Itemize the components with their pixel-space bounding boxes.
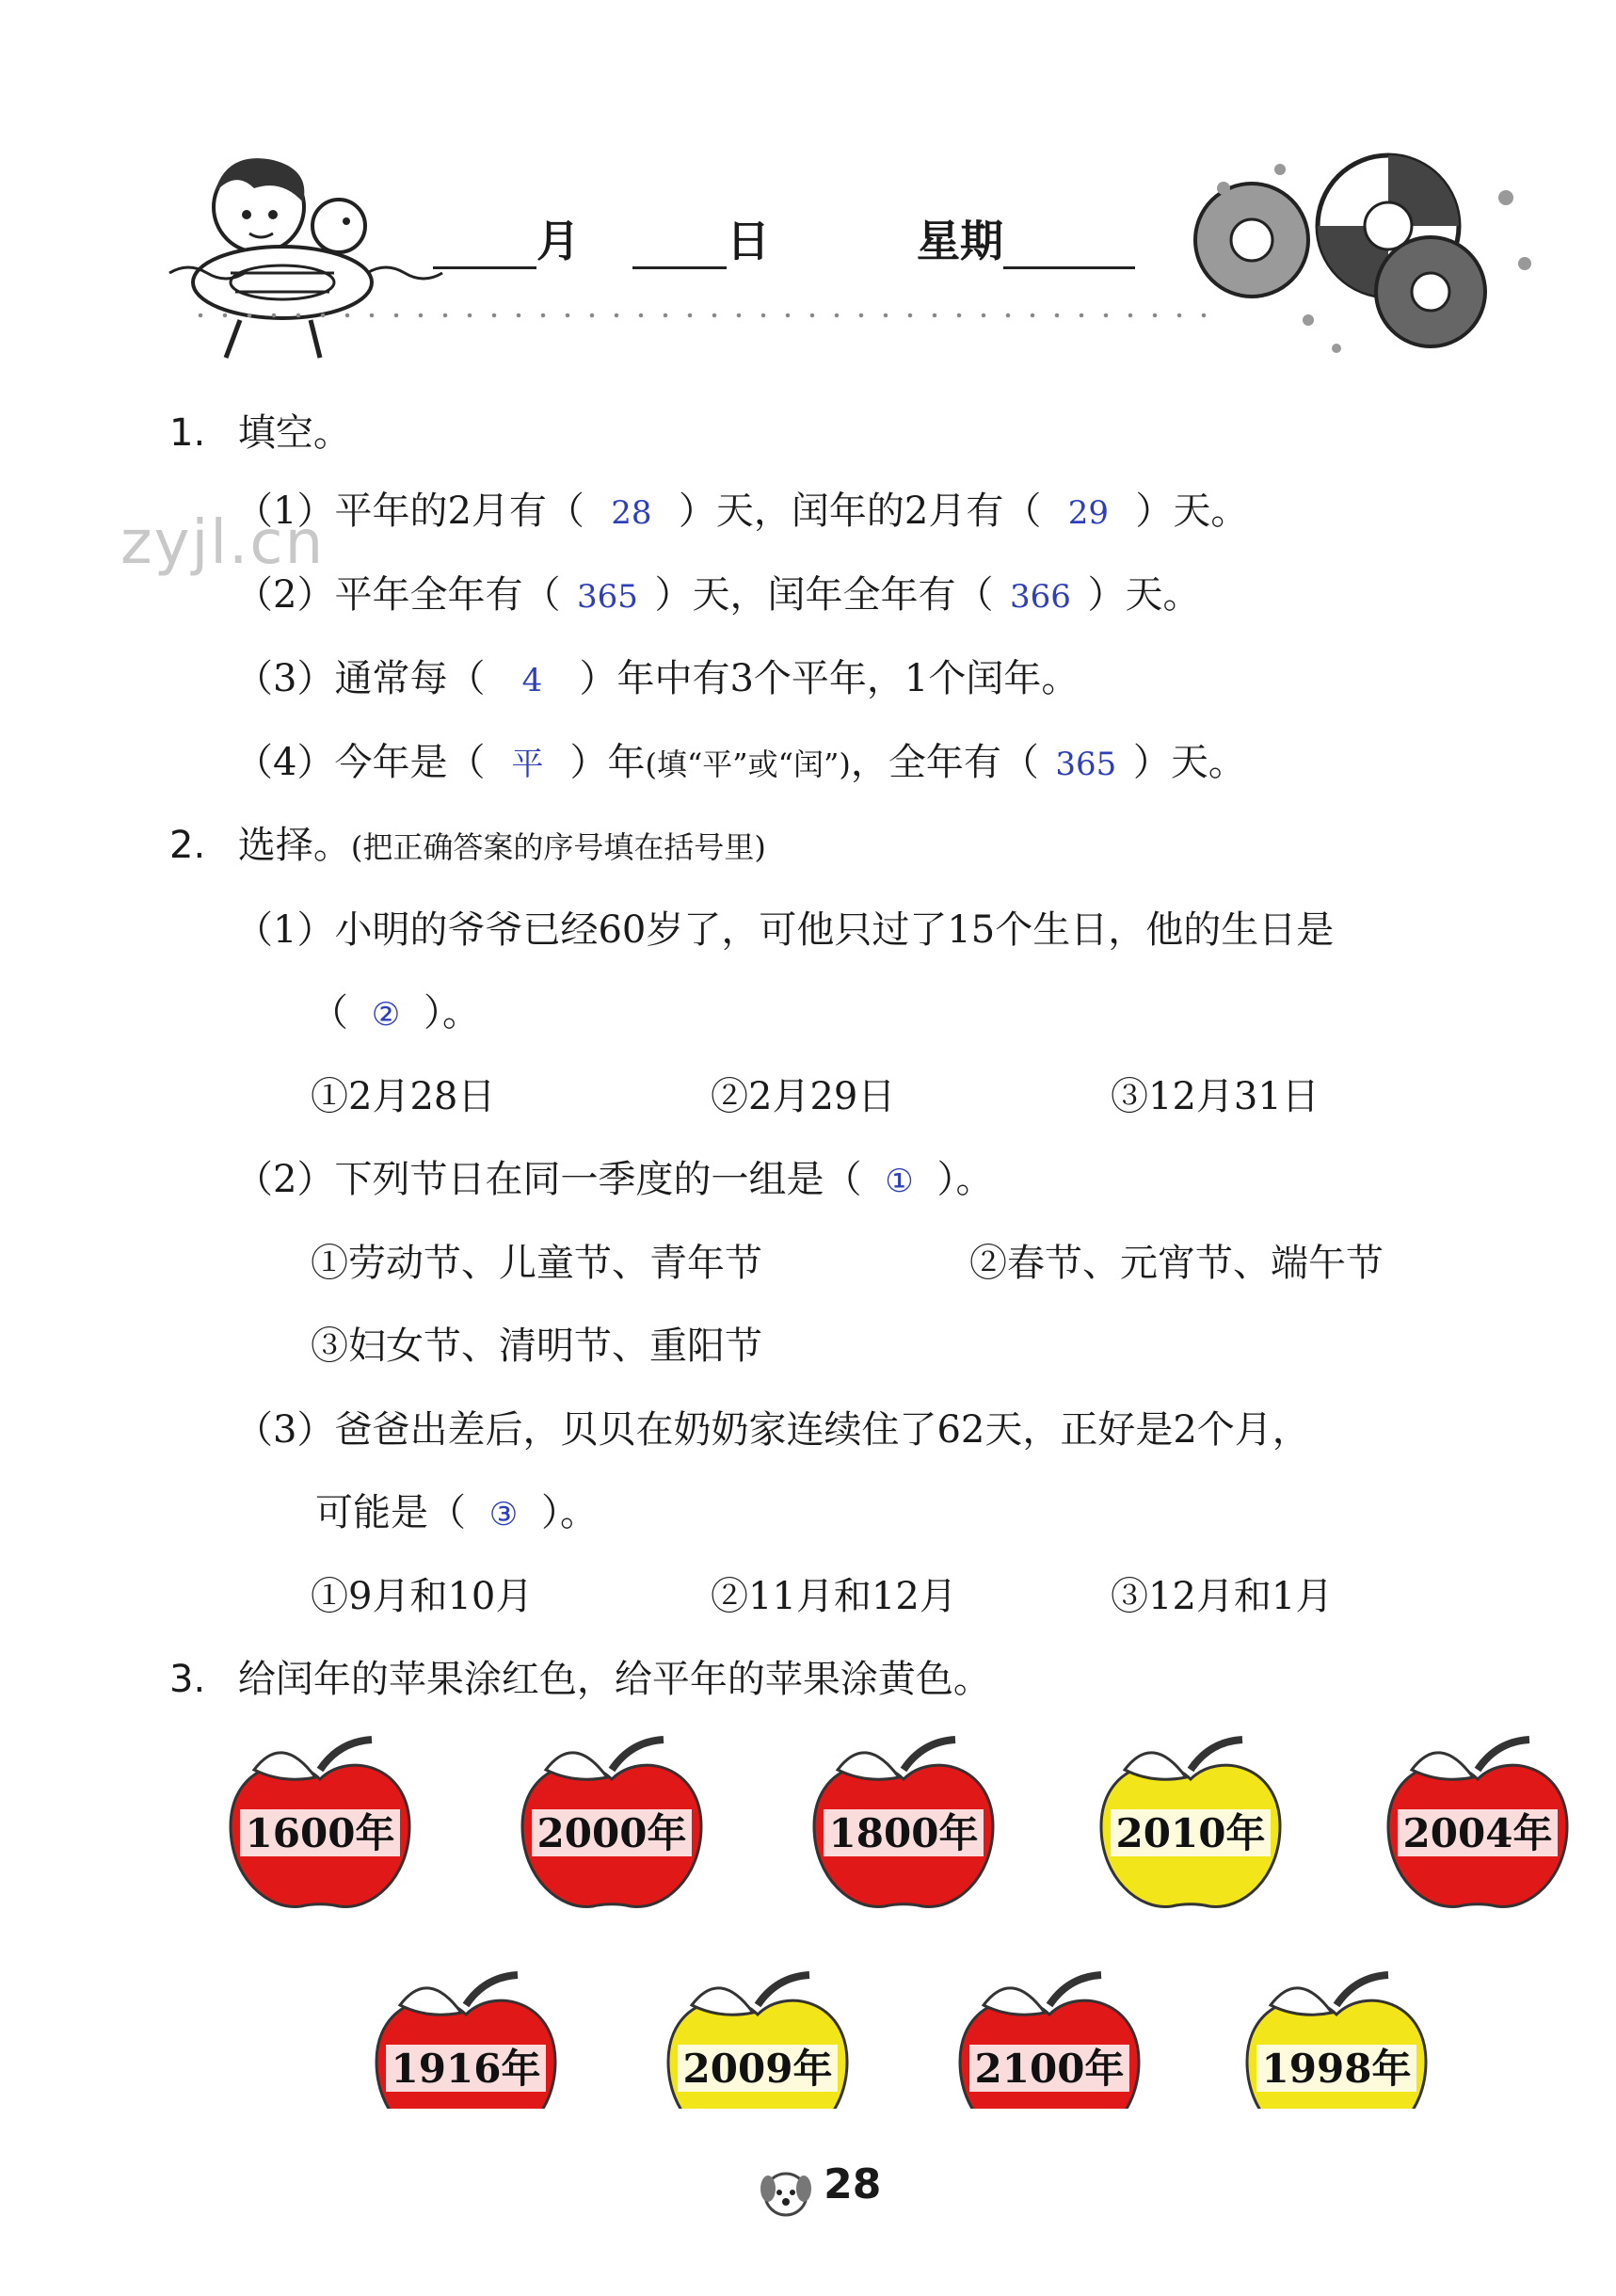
q1-item-4-text-mid: ）年 — [569, 741, 646, 784]
q2-item-3-answer-line — [315, 1486, 598, 1541]
q2-item-2-answer: ① — [885, 1163, 914, 1200]
q2-item-1-option-2: ②2月29日 — [711, 1075, 896, 1118]
header-dotted-line — [188, 311, 1224, 320]
q1-item-1 — [235, 485, 1248, 539]
q1-item-3-text: （3）通常每（ — [235, 657, 486, 700]
q2-item-3-option-3: ③12月和1月 — [1111, 1575, 1334, 1618]
q1-item-1-text-end: ）天。 — [1135, 490, 1249, 533]
q2-title: 选择。 — [237, 824, 351, 867]
q1-number: 1. — [169, 411, 206, 455]
q1-item-4-text-mid2: ，全年有（ — [850, 741, 1039, 784]
apple-8 — [960, 1975, 1139, 2109]
q1-item-3-text-end: ）年中有3个平年，1个闰年。 — [579, 657, 1080, 700]
q1-item-1-text-mid: ）天，闰年的2月有（ — [678, 490, 1042, 533]
date-line — [433, 207, 1135, 269]
apples-area — [0, 1732, 1616, 2109]
apple-year-label: 2000年 — [536, 1810, 687, 1856]
day-label: 日 — [727, 216, 771, 266]
q2-item-1: （1）小明的爷爷已经60岁了，可他只过了15个生日，他的生日是 — [235, 908, 1335, 952]
q2-item-1-paren-open: （ — [311, 991, 348, 1035]
q1-item-3-answer: 4 — [521, 662, 543, 699]
swim-rings-illustration-icon — [1195, 155, 1531, 353]
q2-item-1-answer-line — [311, 987, 480, 1041]
day-blank — [632, 229, 727, 269]
apple-year-label: 2004年 — [1402, 1810, 1553, 1856]
q1-item-4-note: (填“平”或“闰”) — [645, 747, 851, 782]
apple-year-label: 2100年 — [974, 2046, 1125, 2092]
q2-note: (把正确答案的序号填在括号里) — [350, 829, 766, 865]
apple-year-label: 1998年 — [1261, 2046, 1412, 2092]
q1-item-2-answer-2: 366 — [1010, 578, 1071, 616]
q1-item-4-text: （4）今年是（ — [235, 741, 486, 784]
month-label: 月 — [536, 216, 580, 266]
page-number-text: 28 — [824, 2160, 882, 2208]
q1-title: 填空。 — [237, 411, 351, 455]
apple-2 — [522, 1740, 701, 1906]
q2-number: 2. — [169, 824, 206, 867]
apple-9 — [1247, 1975, 1426, 2109]
apple-year-label: 1916年 — [391, 2046, 541, 2092]
q2-item-2-text: （2）下列节日在同一季度的一组是（ — [235, 1158, 862, 1201]
q1-heading — [169, 407, 351, 459]
apple-3 — [814, 1740, 993, 1906]
month-blank — [433, 229, 536, 269]
q1-item-2-text: （2）平年全年有（ — [235, 573, 561, 617]
q1-item-4 — [235, 736, 1246, 791]
apple-year-label: 2009年 — [682, 2046, 833, 2092]
q1-item-1-answer-2: 29 — [1067, 494, 1109, 532]
q1-item-2-answer-1: 365 — [577, 578, 638, 616]
q3-title: 给闰年的苹果涂红色，给平年的苹果涂黄色。 — [237, 1658, 991, 1701]
apple-year-label: 1800年 — [828, 1810, 979, 1856]
q2-item-2-text-end: ）。 — [936, 1158, 994, 1201]
q2-item-3-answer: ③ — [488, 1496, 519, 1533]
weekday-label: 星期 — [917, 216, 1004, 266]
q3-number: 3. — [169, 1658, 206, 1701]
boy-illustration-icon — [169, 158, 442, 358]
q2-item-3-option-1: ①9月和10月 — [311, 1575, 534, 1618]
q2-item-2-option-3: ③妇女节、清明节、重阳节 — [311, 1325, 762, 1368]
q2-item-3-option-2: ②11月和12月 — [711, 1575, 957, 1618]
q1-item-1-text: （1）平年的2月有（ — [235, 490, 584, 533]
weekday-blank — [1003, 229, 1135, 269]
apple-year-label: 1600年 — [245, 1810, 395, 1856]
q1-item-2-text-mid: ）天，闰年全年有（ — [654, 573, 994, 617]
q3-heading — [169, 1653, 991, 1706]
apple-4 — [1101, 1740, 1280, 1906]
q2-item-1-option-1: ①2月28日 — [311, 1075, 496, 1118]
watermark: zyjl.cn — [120, 508, 326, 578]
q2-item-1-option-3: ③12月31日 — [1111, 1075, 1320, 1118]
q1-item-4-text-end: ）天。 — [1132, 741, 1246, 784]
q1-item-4-answer-1: 平 — [511, 746, 544, 783]
apple-year-label: 2010年 — [1115, 1810, 1266, 1856]
apple-6 — [376, 1975, 555, 2109]
apple-5 — [1388, 1740, 1567, 1906]
q2-item-3-text-end: ）。 — [541, 1491, 598, 1534]
q2-item-2-option-2: ②春节、元宵节、端午节 — [969, 1242, 1384, 1285]
q2-item-2 — [235, 1153, 993, 1208]
q2-heading — [169, 819, 766, 874]
page-number — [753, 2160, 881, 2223]
q2-item-1-paren-close: ）。 — [424, 991, 480, 1035]
q1-item-2 — [235, 569, 1200, 623]
apple-7 — [668, 1975, 847, 2109]
q1-item-4-answer-2: 365 — [1055, 746, 1117, 783]
puppy-icon — [753, 2166, 819, 2223]
q2-item-3-text: 可能是（ — [315, 1491, 466, 1534]
q1-item-1-answer-1: 28 — [611, 494, 652, 532]
q1-item-3 — [235, 652, 1079, 707]
q2-item-1-answer: ② — [371, 996, 401, 1034]
q1-item-2-text-end: ）天。 — [1087, 573, 1201, 617]
apple-1 — [231, 1740, 409, 1906]
q2-item-3: （3）爸爸出差后，贝贝在奶奶家连续住了62天，正好是2个月， — [235, 1408, 1310, 1452]
q2-item-2-option-1: ①劳动节、儿童节、青年节 — [311, 1242, 762, 1285]
